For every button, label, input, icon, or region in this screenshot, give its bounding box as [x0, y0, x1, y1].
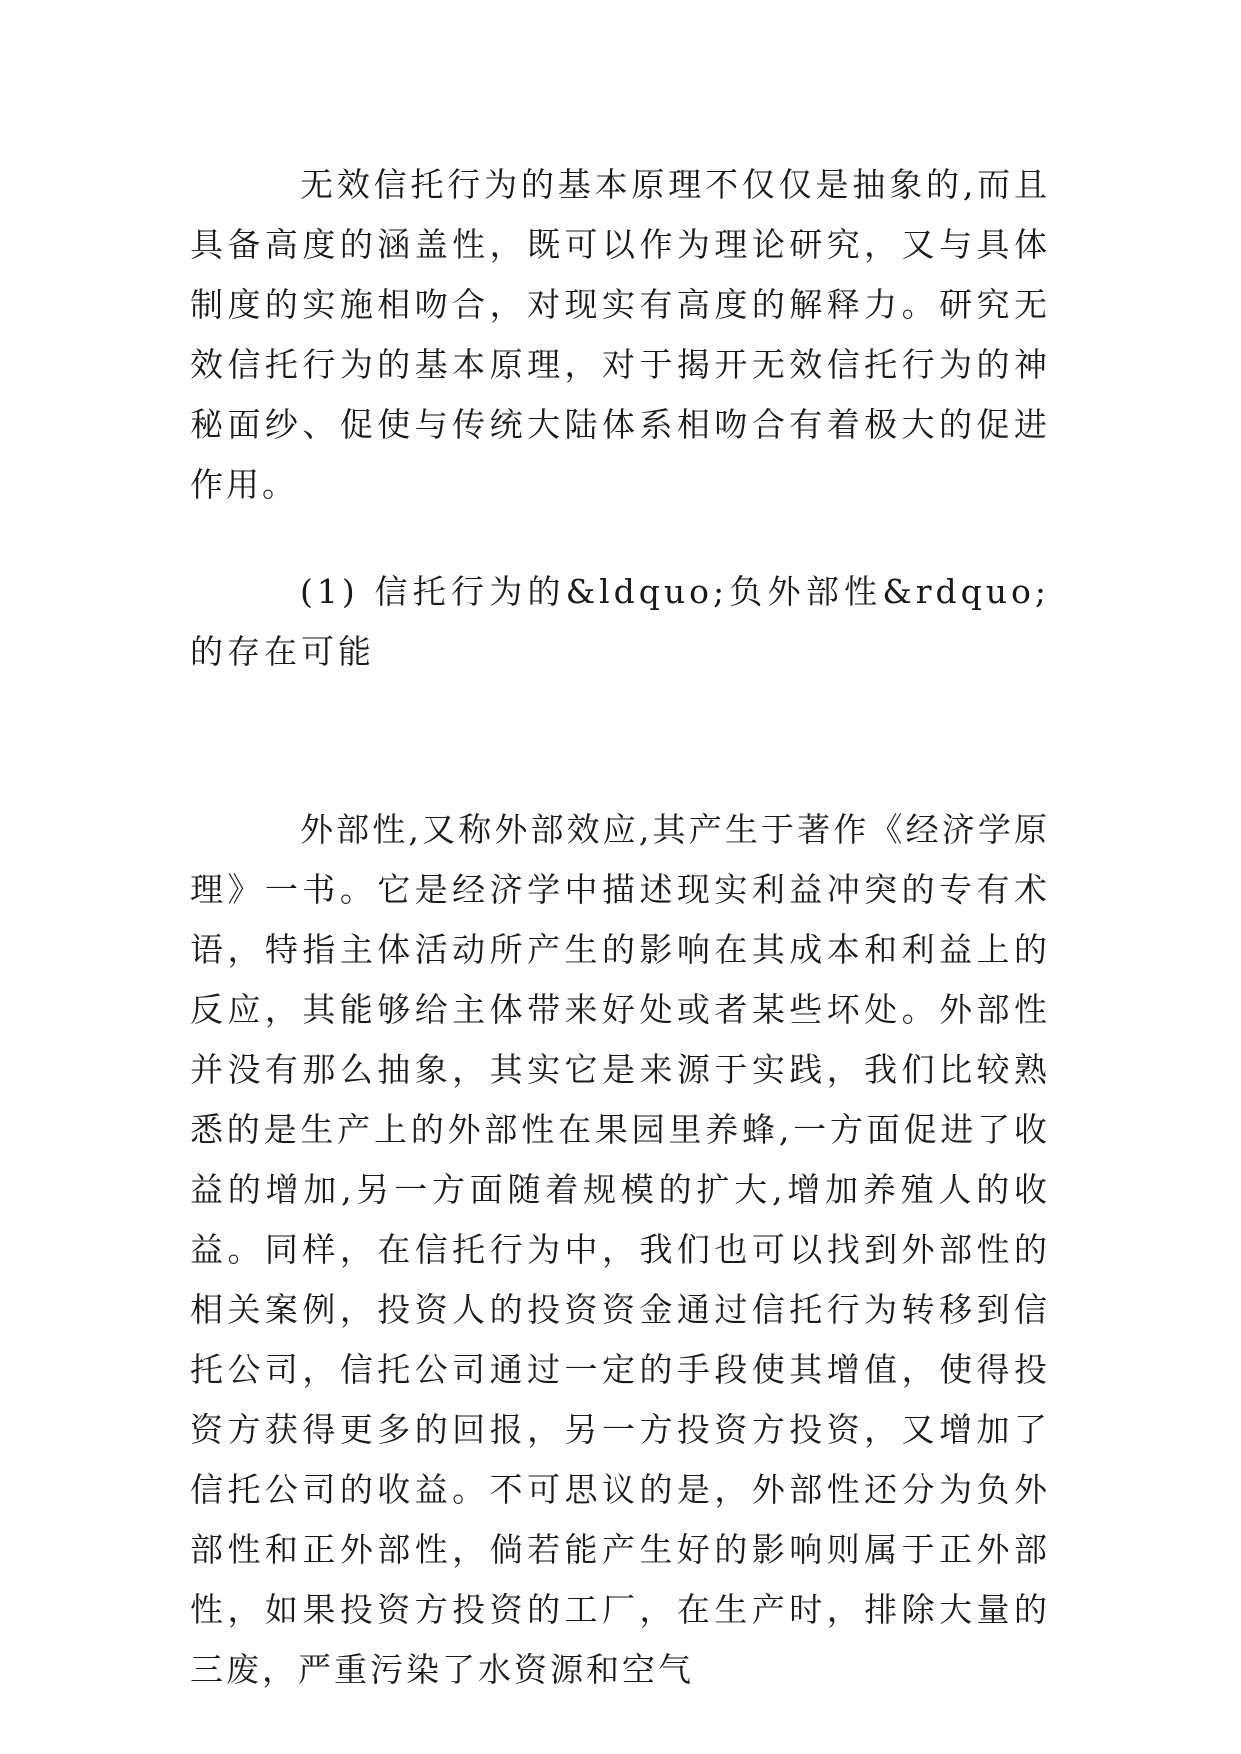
section-heading: (1) 信托行为的&ldquo;负外部性&rdquo;的存在可能 — [190, 572, 1050, 671]
paragraph-principle: 无效信托行为的基本原理不仅仅是抽象的,而且具备高度的涵盖性，既可以作为理论研究，又与具体制度的实施相吻合，对现实有高度的解释力。研究无效信托行为的基本原理，对于揭开无效信托行为的神秘面纱、促使与传统大陆体系相吻合有着极大的促进作用。 — [190, 165, 1050, 504]
paragraph-externality: 外部性,又称外部效应,其产生于著作《经济学原理》一书。它是经济学中描述现实利益冲突的专有术语，特指主体活动所产生的影响在其成本和利益上的反应，其能够给主体带来好处或者某些坏处。外部性并没有那么抽象，其实它是来源于实践，我们比较熟悉的是生产上的外部性在果园里养蜂,一方面促进了收益的增加,另一方面随着规模的扩大,增加养殖人的收益。同样，在信托行为中，我们也可以找到外部性的相关案例，投资人的投资资金通过信托行为转移到信托公司，信托公司通过一定的手段使其增值，使得投资方获得更多的回报，另一方投资方投资，又增加了信托公司的收益。不可思议的是，外部性还分为负外部性和正外部性，倘若能产生好的影响则属于正外部性，如果投资方投资的工厂，在生产时，排除大量的三废，严重污染了水资源和空气 — [190, 810, 1050, 1689]
